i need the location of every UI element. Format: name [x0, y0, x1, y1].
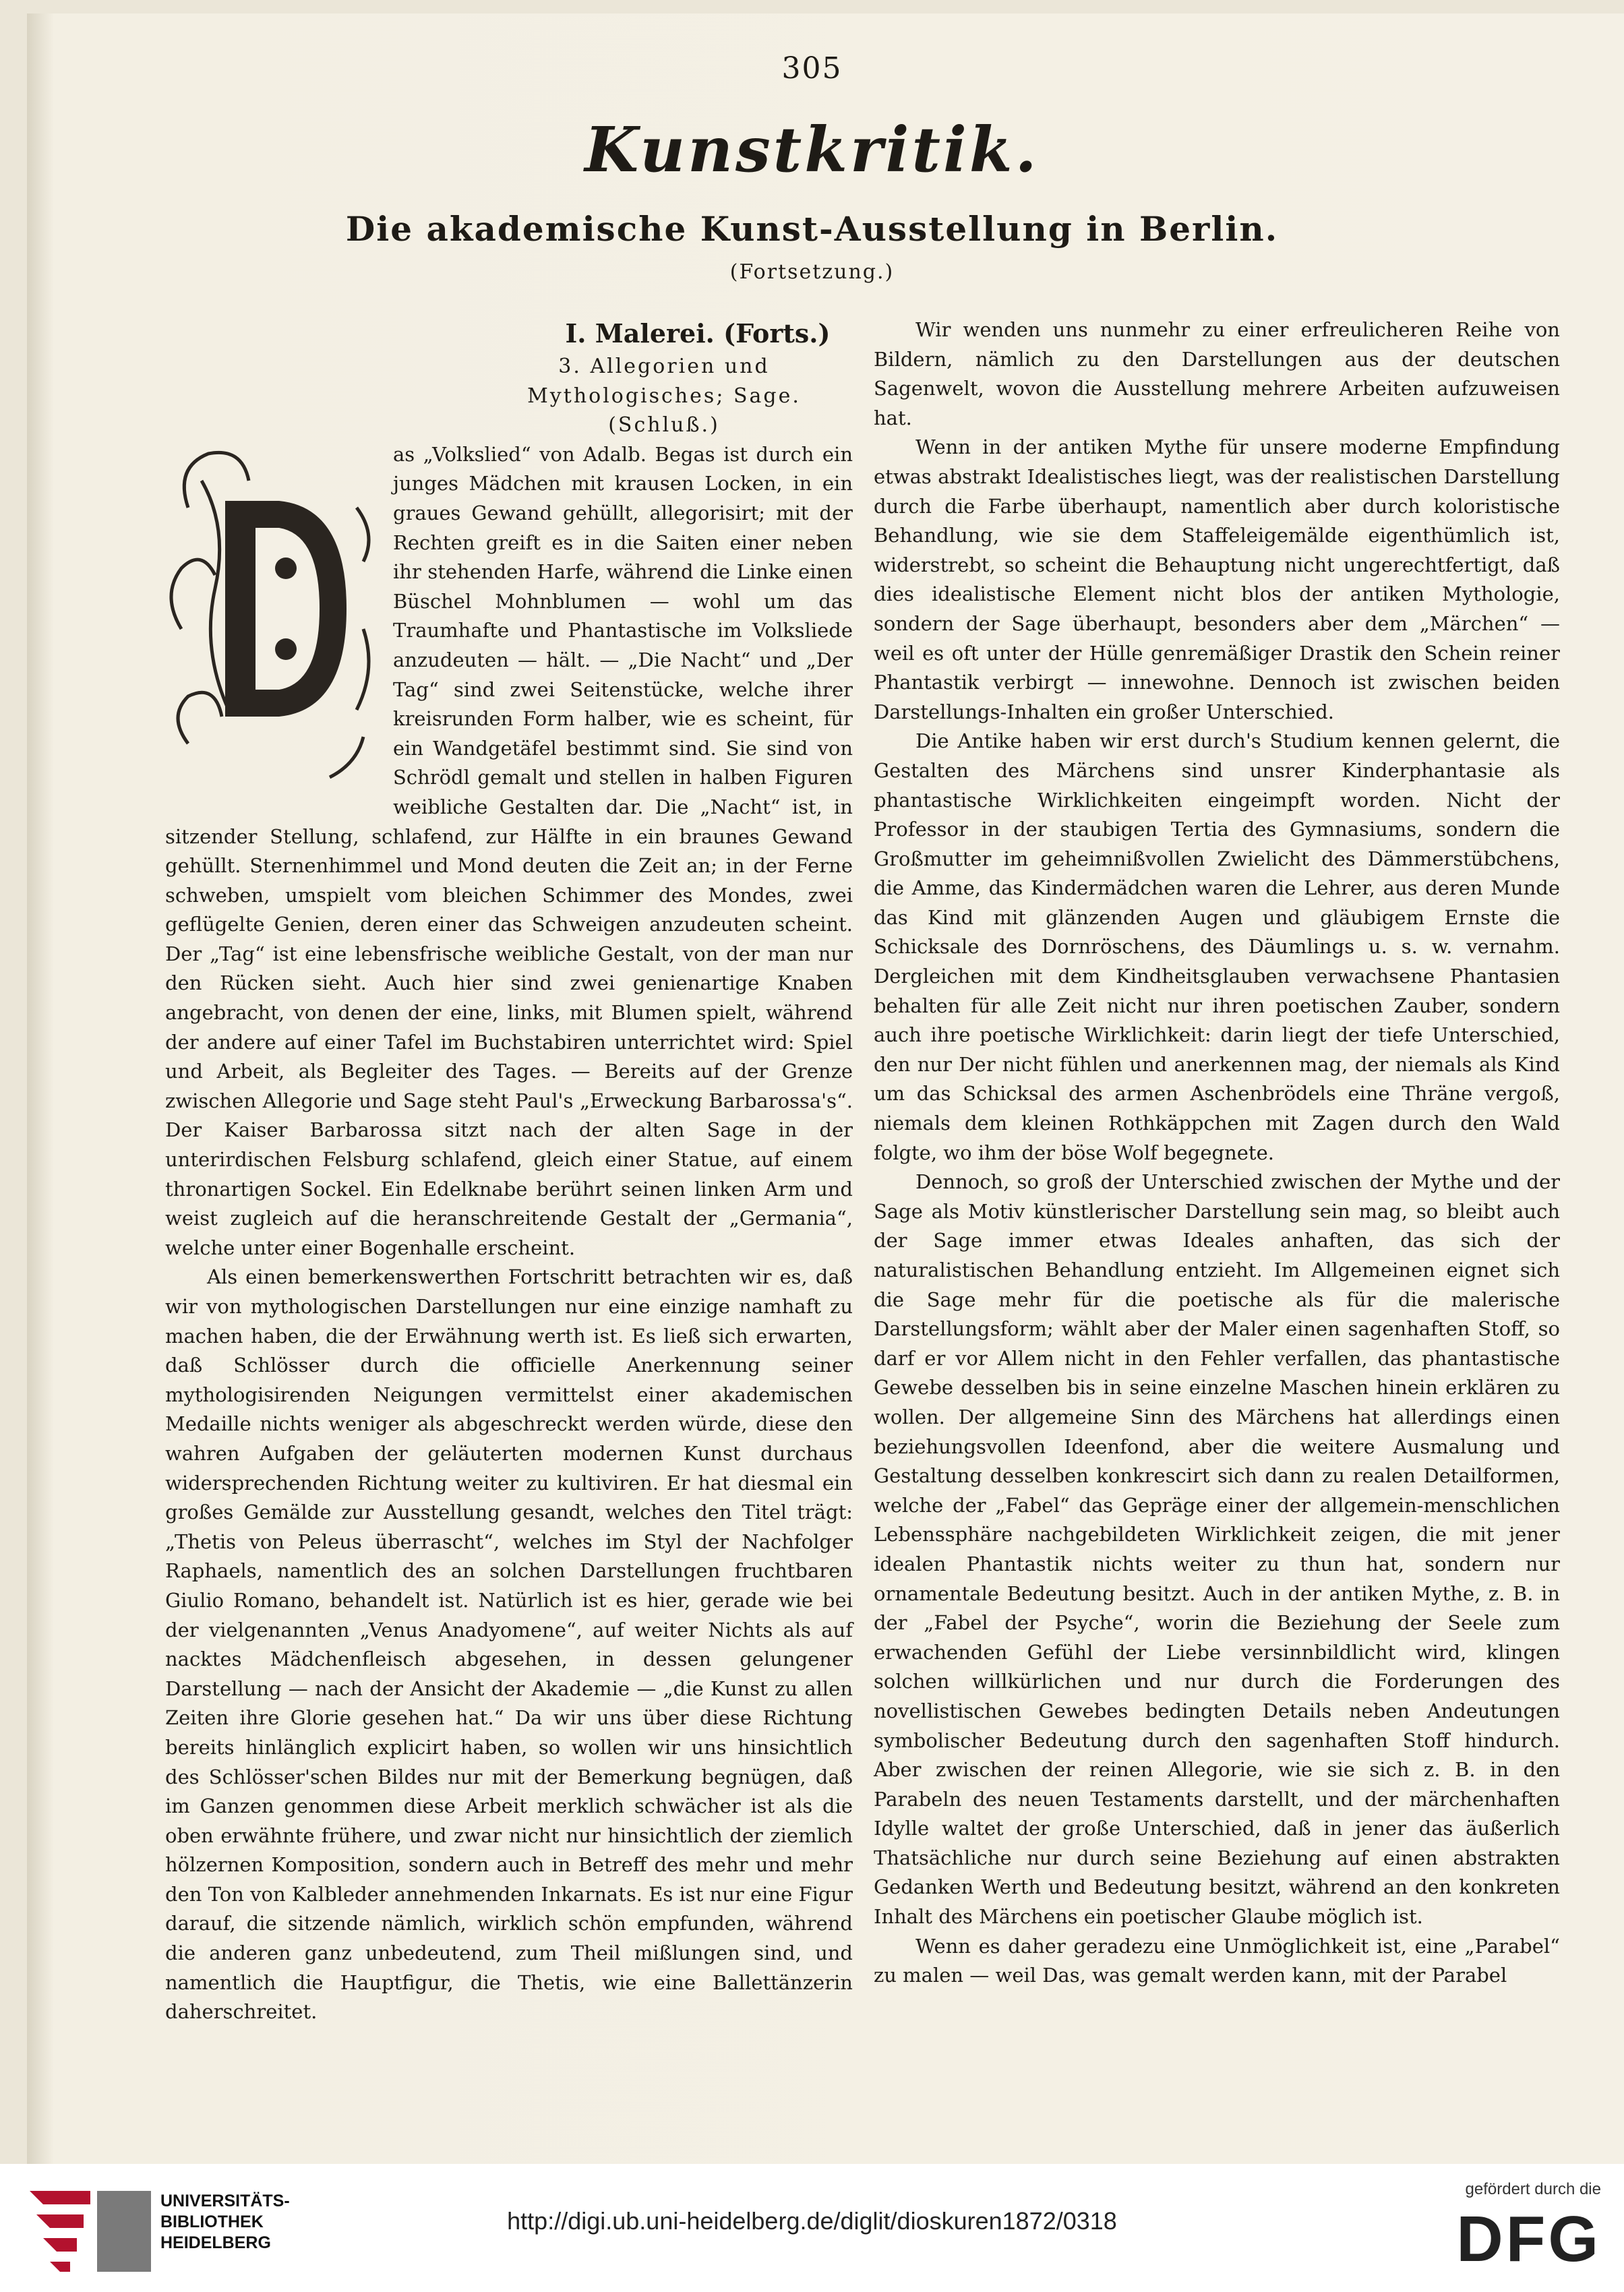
left-column [165, 315, 853, 2027]
subsection-heading: 3. Allegorien und Mythologisches; Sage. (Schluß.) [527, 355, 801, 438]
funded-by-label: gefördert durch die [1465, 2180, 1601, 2198]
right-paragraph: Wenn es daher geradezu eine Unmöglichkeit ist, eine „Parabel“ zu malen — weil Das, was gemalt werden kann, mit der Parabel [874, 1934, 1560, 1987]
article-title: Die akademische Kunst-Ausstellung in Berlin. [345, 209, 1279, 249]
right-paragraph: Die Antike haben wir erst durch's Studium kennen gelernt, die Gestalten des Märchens sind unsrer Kinderphantasie als phantastische Wirklichkeiten eingeimpft worden. Nicht der Professor in der staubigen Tertia des Gymnasiums, sondern die Großmutter im geheimnißvollen Zwielicht des Dämmerstübchens, die Amme, das Kindermädchen waren die Lehrer, aus deren Munde das Kind mit glänzenden Augen und gläubigem Ernste die Schicksale des Dornröschens, des Däumlings u. s. w. vernahm. Dergleichen mit dem Kindheitsglauben verwachsene Phantasien behalten für alle Zeit nicht nur ihren poetischen Zauber, sondern auch ihre poetische Wirklichkeit: darin liegt der tiefe Unterschied, den nur Der nicht fühlen und anerkennen mag, der niemals als Kind um das Schicksal des armen Aschenbrödels eine Thräne vergoß, niemals dem kleinen Rothkäppchen mit Zagen durch den Wald folgte, wo ihm der böse Wolf begegnete. [874, 729, 1560, 1164]
library-name: UNIVERSITÄTS- BIBLIOTHEK HEIDELBERG [160, 2192, 290, 2252]
page-number: 305 [781, 51, 843, 86]
ornamental-initial-d-icon [161, 427, 384, 804]
page-headline: Kunstkritik. [584, 113, 1040, 186]
section-heading: I. Malerei. (Forts.) [565, 318, 831, 349]
right-column [874, 315, 1560, 1991]
continuation-note: (Fortsetzung.) [729, 260, 895, 284]
footer-bar [0, 2164, 1624, 2292]
source-link[interactable]: http://digi.ub.uni-heidelberg.de/diglit/dioskuren1872/0318 [507, 2207, 1117, 2235]
right-paragraph: Wir wenden uns nunmehr zu einer erfreulicheren Reihe von Bildern, nämlich zu den Darstellungen aus der deutschen Sagenwelt, wovon die Ausstellung mehrere Arbeiten aufzuweisen hat. [874, 318, 1560, 429]
left-paragraph: as „Volkslied“ von Adalb. Begas ist durch ein junges Mädchen mit krausen Locken, in ein graues Gewand gehüllt, allegorisirt; mit der Rechten greift es in die Saiten einer neben ihr stehenden Harfe, während die Linke einen Büschel Mohnblumen — wohl um das Traumhafte und Phantastische im Volksliede anzudeuten — hält. — „Die Nacht“ und „Der Tag“ sind zwei Seitenstücke, welche ihrer kreisrunden Form halber, wie es scheint, für ein Wandgetäfel bestimmt sind. Sie sind von Schrödl gemalt und stellen in halben Figuren weibliche Gestalten dar. Die „Nacht“ ist, in sitzender Stellung, schlafend, zur Hälfte in ein braunes Gewand gehüllt. Sternenhimmel und Mond deuten die Zeit an; in der Ferne schweben, umspielt vom bleichen Schimmer des Mondes, zwei geflügelte Genien, deren einer das Schweigen anzudeuten scheint. Der „Tag“ ist eine lebensfrische weibliche Gestalt, von der man nur den Rücken sieht. Auch hier sind zwei genienartige Knaben angebracht, von denen der eine, links, mit Blumen spielt, während der andere auf einer Tafel im Buchstabiren unterrichtet wird: Spiel und Arbeit, als Begleiter des Tages. — Bereits auf der Grenze zwischen Allegorie und Sage steht Paul's „Erweckung Barbarossa's“. Der Kaiser Barbarossa sitzt nach der alten Sage in der unterirdischen Felsburg schlafend, gleich einer Statue, auf einem thronartigen Sockel. Ein Edelknabe berührt seinen linken Arm und weist zugleich auf die heranschreitende Gestalt der „Germania“, welche unter einer Bogenhalle erscheint. [165, 442, 853, 1259]
right-paragraph: Dennoch, so groß der Unterschied zwischen der Mythe und der Sage als Motiv künstlerischer Darstellung sein mag, so bleibt auch der Sage immer etwas Ideales anhaften, das sich der naturalistischen Behandlung entzieht. Im Allgemeinen eignet sich die Sage mehr für die poetische als für die malerische Darstellungsform; wählt aber der Maler einen sagenhaften Stoff, so darf er vor Allem nicht in den Fehler verfallen, das phantastische Gewebe desselben bis in seine einzelne Maschen hinein erklären zu wollen. Der allgemeine Sinn des Märchens hat allerdings einen beziehungsvollen Ideenfond, aber die weitere Ausmalung und Gestaltung desselben konkrescirt sich dann zu realen Detailformen, welche der „Fabel“ das Gepräge einer der allgemein-menschlichen Lebenssphäre nachgebildeten Wirklichkeit zeigen, die mit jener idealen Phantastik nichts weiter zu thun hat, sondern nur ornamentale Bedeutung besitzt. Auch in der antiken Mythe, z. B. in der „Fabel der Psyche“, worin die Beziehung der Seele zum erwachenden Gefühl der Liebe versinnbildlicht wird, klingen solchen willkürlichen und nur durch die Forderungen des novellistischen Gewebes bedingten Details neben Andeutungen symbolischer Bedeutung durch den sagenhaften Stoff hindurch. Aber zwischen der reinen Allegorie, wie sie sich z. B. in den Parabeln des neuen Testaments darstellt, und der märchenhaften Idylle waltet der große Unterschied, daß in jener das äußerlich Thatsächliche nur durch seine Beziehung auf einen abstrakten Gedanken Werth und Bedeutung besitzt, während an den konkreten Inhalt des Märchens ein poetischer Glaube möglich ist. [874, 1170, 1560, 1929]
dfg-logo-icon: DFG [1456, 2203, 1601, 2275]
left-paragraph: Als einen bemerkenswerthen Fortschritt betrachten wir es, daß wir von mythologischen Darstellungen nur eine einzige namhaft zu machen haben, die der Erwähnung werth ist. Es ließ sich erwarten, daß Schlösser durch die officielle Anerkennung seiner mythologisirenden Neigungen vermittelst einer akademischen Medaille nichts weniger als abgeschreckt werden würde, diese den wahren Aufgaben der geläuterten modernen Kunst durchaus widersprechenden Richtung weiter zu kultiviren. Er hat diesmal ein großes Gemälde zur Ausstellung gesandt, welches den Titel trägt: „Thetis von Peleus überrascht“, welches im Styl der Nachfolger Raphaels, namentlich des an solchen Darstellungen fruchtbaren Giulio Romano, behandelt ist. Natürlich ist es hier, gerade wie bei der vielgenannten „Venus Anadyomene“, auf weiter Nichts als auf nacktes Mädchenfleisch abgesehen, in dessen gelungener Darstellung — nach der Ansicht der Akademie — „die Kunst zu allen Zeiten ihre Glorie gesehen hat.“ Da wir uns über diese Richtung bereits hinlänglich explicirt haben, so wollen wir uns hinsichtlich des Schlösser'schen Bildes nur mit der Bemerkung begnügen, daß im Ganzen genommen diese Arbeit merklich schwächer ist als die oben erwähnte frühere, und zwar nicht nur hinsichtlich der ziemlich hölzernen Komposition, sondern auch in Betreff des mehr und mehr den Ton von Kalbleder annehmenden Inkarnats. Es ist nur eine Figur darauf, die sitzende nämlich, wirklich schön empfunden, während die anderen ganz unbedeutend, zum Theil mißlungen sind, und namentlich die Hauptfigur, die Thetis, wie eine Ballettänzerin daherschreitet. [165, 1265, 853, 2024]
right-paragraph: Wenn in der antiken Mythe für unsere moderne Empfindung etwas abstrakt Idealistisches liegt, was der realistischen Darstellung durch die Farbe überhaupt, namentlich aber durch koloristische Behandlung, wie sie dem Staffeleigemälde eigenthümlich ist, widerstrebt, so scheint die Behauptung nicht ungerechtfertigt, daß dies idealistische Element nicht blos der antiken Mythologie, sondern der Sage überhaupt, besonders aber dem „Märchen“ — weil es oft unter der Hülle genremäßiger Drastik den Schein reiner Phantastik verbirgt — innewohne. Dennoch ist zwischen beiden Darstellungs-Inhalten ein großer Unterschied. [874, 435, 1560, 723]
